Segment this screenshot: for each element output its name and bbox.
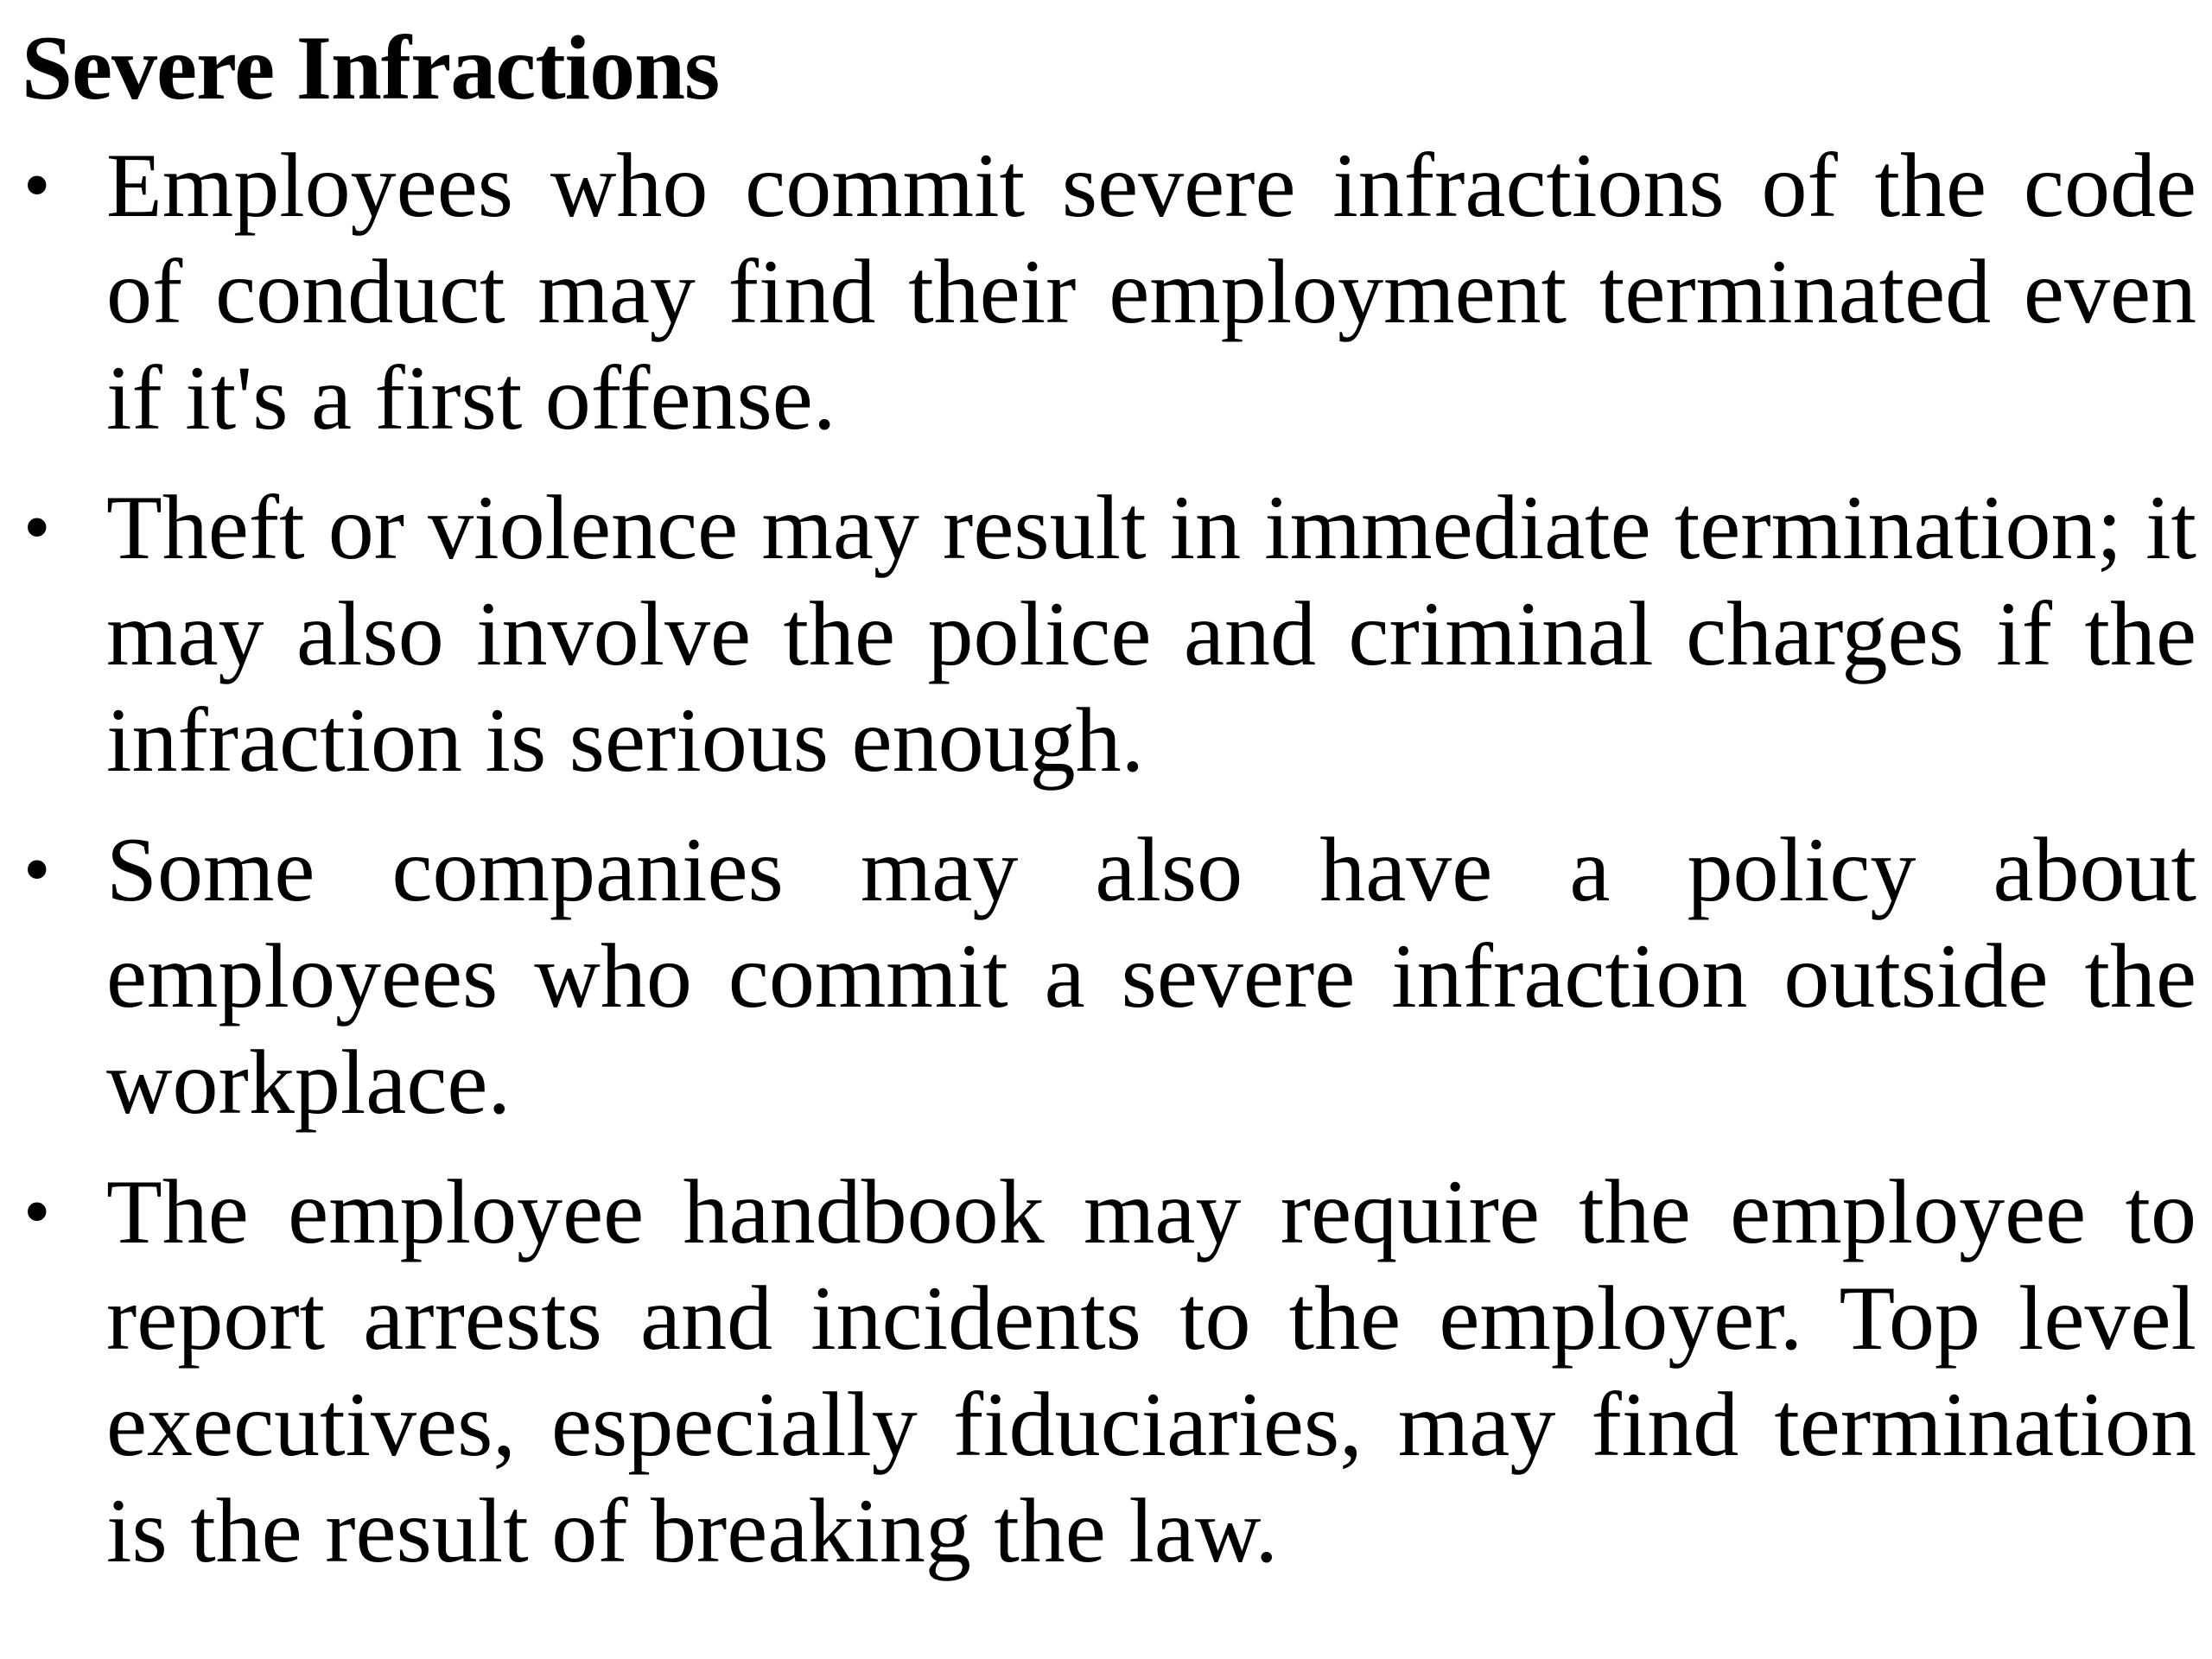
document-page: [22, 0, 2196, 1584]
bullet-icon: •: [23, 143, 51, 228]
bullet-text: Employees who commit severe infractions of the code of conduct may find their employment terminated even if it's a first offense.: [106, 135, 2196, 448]
bullet-text: Some companies may also have a policy about employees who commit a severe infraction outside the workplace.: [106, 819, 2196, 1133]
bullet-text: The employee handbook may require the employee to report arrests and incidents to the employer. Top level executives, especially fiduciaries, may find termination is the result of breaking the law.: [106, 1161, 2196, 1581]
bullet-icon: •: [23, 827, 51, 912]
bullet-list: [22, 132, 2196, 1584]
bullet-text: Theft or violence may result in immediate termination; it may also involve the police and criminal charges if the infraction is serious enough.: [106, 477, 2196, 791]
bullet-item: [22, 132, 2196, 451]
bullet-icon: •: [23, 1169, 51, 1255]
bullet-item: [22, 1159, 2196, 1584]
bullet-icon: •: [23, 485, 51, 570]
bullet-item: [22, 817, 2196, 1135]
bullet-item: [22, 474, 2196, 793]
page-title: Severe Infractions: [22, 17, 720, 118]
